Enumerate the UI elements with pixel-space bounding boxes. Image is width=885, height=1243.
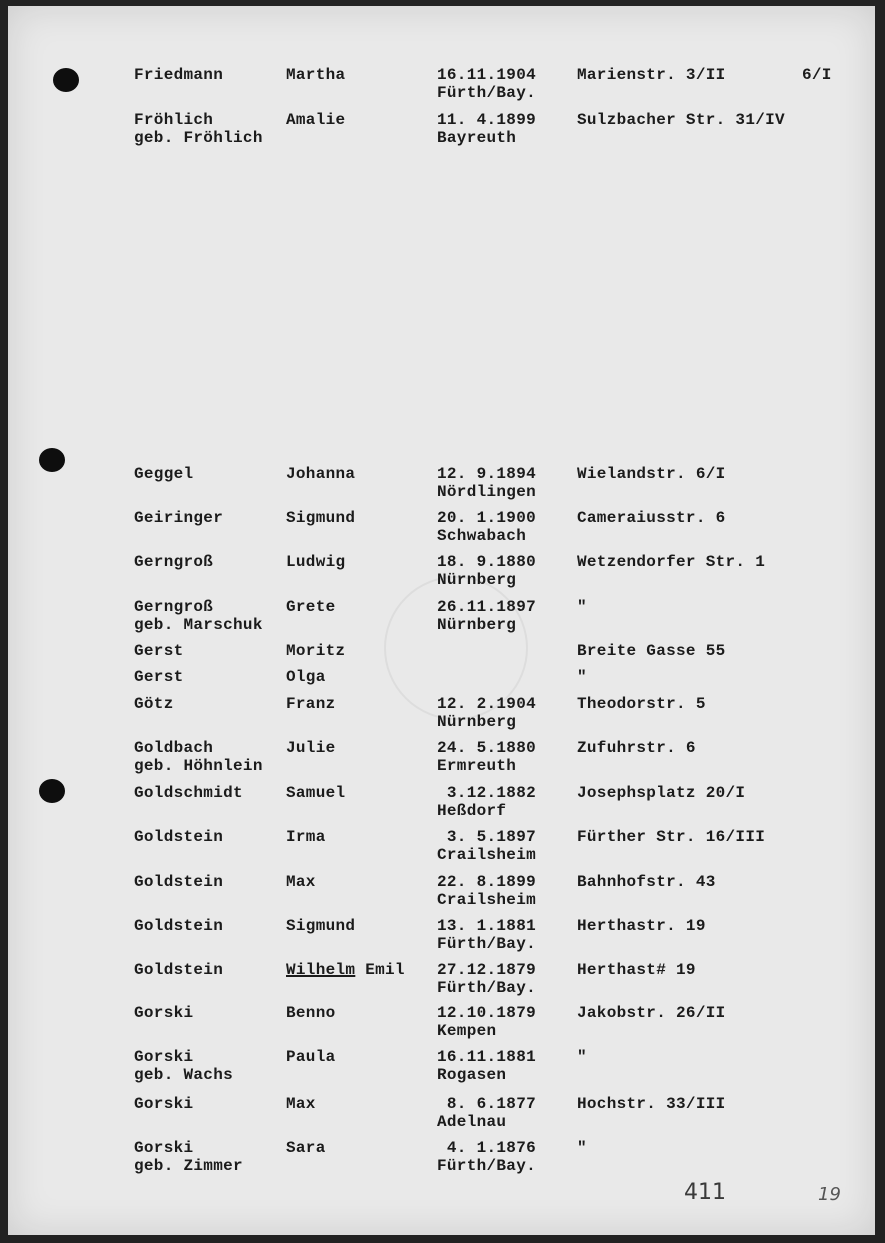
- surname: Geiringer: [134, 509, 224, 527]
- given-name-text: Wilhelm: [286, 961, 356, 979]
- surname: Gorski: [134, 1048, 194, 1066]
- maiden-name: geb. Marschuk: [134, 616, 263, 634]
- given-name-text: Julie: [286, 739, 336, 757]
- given-name-text: Irma: [286, 828, 326, 846]
- birth-place: Fürth/Bay.: [437, 935, 537, 953]
- punch-hole-icon: [53, 68, 79, 92]
- given-name-text: Sara: [286, 1139, 326, 1157]
- birth-date: 22. 8.1899: [437, 873, 537, 891]
- given-name: [286, 873, 316, 891]
- birth-date: 26.11.1897: [437, 598, 537, 616]
- document-page: [8, 6, 875, 1235]
- given-name: [286, 739, 336, 757]
- surname: Goldstein: [134, 961, 224, 979]
- address: ": [577, 1048, 587, 1066]
- given-name: [286, 553, 345, 571]
- surname: Gorski: [134, 1139, 194, 1157]
- surname: Goldbach: [134, 739, 214, 757]
- birth-place: Fürth/Bay.: [437, 1157, 537, 1175]
- given-name-text: Sigmund: [286, 917, 356, 935]
- birth-date: 8. 6.1877: [437, 1095, 537, 1113]
- birth-date: 20. 1.1900: [437, 509, 537, 527]
- given-name: [286, 917, 355, 935]
- punch-hole-icon: [39, 779, 65, 803]
- birth-place: Nürnberg: [437, 571, 517, 589]
- address: Marienstr. 3/II: [577, 66, 726, 84]
- given-name: [286, 1095, 316, 1113]
- address: Zufuhrstr. 6: [577, 739, 696, 757]
- given-name-text: Samuel: [286, 784, 346, 802]
- birth-place: Adelnau: [437, 1113, 507, 1131]
- given-name-text: Ludwig: [286, 553, 346, 571]
- address: Bahnhofstr. 43: [577, 873, 716, 891]
- given-name: [286, 1048, 336, 1066]
- birth-date: 11. 4.1899: [437, 111, 537, 129]
- address: Herthastr. 19: [577, 917, 706, 935]
- surname: Götz: [134, 695, 174, 713]
- given-name-text: Benno: [286, 1004, 336, 1022]
- given-name: [286, 1004, 336, 1022]
- address: Jakobstr. 26/II: [577, 1004, 726, 1022]
- address: Fürther Str. 16/III: [577, 828, 766, 846]
- given-name-text: Olga: [286, 668, 326, 686]
- birth-date: 3.12.1882: [437, 784, 537, 802]
- birth-place: Schwabach: [437, 527, 527, 545]
- given-name: [286, 668, 326, 686]
- second-given-name: Emil: [355, 961, 405, 979]
- surname: Fröhlich: [134, 111, 214, 129]
- given-name: [286, 695, 336, 713]
- address: Sulzbacher Str. 31/IV: [577, 111, 785, 129]
- address: ": [577, 598, 587, 616]
- birth-date: 4. 1.1876: [437, 1139, 537, 1157]
- birth-date: 12.10.1879: [437, 1004, 537, 1022]
- birth-place: Crailsheim: [437, 846, 537, 864]
- given-name: [286, 598, 336, 616]
- given-name: [286, 828, 326, 846]
- surname: Gerst: [134, 668, 184, 686]
- given-name-text: Amalie: [286, 111, 346, 129]
- given-name: [286, 465, 355, 483]
- birth-date: 12. 2.1904: [437, 695, 537, 713]
- given-name: [286, 1139, 326, 1157]
- surname: Goldstein: [134, 828, 224, 846]
- given-name-text: Max: [286, 873, 316, 891]
- birth-place: Fürth/Bay.: [437, 84, 537, 102]
- given-name: [286, 784, 345, 802]
- given-name-text: Johanna: [286, 465, 356, 483]
- maiden-name: geb. Höhnlein: [134, 757, 263, 775]
- birth-place: Bayreuth: [437, 129, 517, 147]
- birth-date: 16.11.1904: [437, 66, 537, 84]
- birth-place: Nürnberg: [437, 616, 517, 634]
- address: Theodorstr. 5: [577, 695, 706, 713]
- address: Breite Gasse 55: [577, 642, 726, 660]
- given-name-text: Martha: [286, 66, 346, 84]
- birth-date: 3. 5.1897: [437, 828, 537, 846]
- birth-date: 16.11.1881: [437, 1048, 537, 1066]
- birth-date: 27.12.1879: [437, 961, 537, 979]
- surname: Goldstein: [134, 873, 224, 891]
- birth-place: Nürnberg: [437, 713, 517, 731]
- address: Josephsplatz 20/I: [577, 784, 746, 802]
- birth-place: Crailsheim: [437, 891, 537, 909]
- birth-date: 18. 9.1880: [437, 553, 537, 571]
- given-name-text: Max: [286, 1095, 316, 1113]
- birth-date: 12. 9.1894: [437, 465, 537, 483]
- given-name: [286, 509, 355, 527]
- handwritten-mark: 19: [818, 1184, 841, 1205]
- given-name: [286, 961, 405, 979]
- note: 6/I: [802, 66, 832, 84]
- birth-place: Heßdorf: [437, 802, 507, 820]
- address: Wielandstr. 6/I: [577, 465, 726, 483]
- birth-place: Rogasen: [437, 1066, 507, 1084]
- given-name-text: Moritz: [286, 642, 346, 660]
- birth-place: Kempen: [437, 1022, 497, 1040]
- maiden-name: geb. Fröhlich: [134, 129, 263, 147]
- given-name: [286, 642, 345, 660]
- address: Herthast# 19: [577, 961, 696, 979]
- punch-hole-icon: [39, 448, 65, 472]
- birth-date: 24. 5.1880: [437, 739, 537, 757]
- birth-date: 13. 1.1881: [437, 917, 537, 935]
- maiden-name: geb. Zimmer: [134, 1157, 243, 1175]
- given-name-text: Franz: [286, 695, 336, 713]
- given-name: [286, 66, 345, 84]
- given-name-text: Paula: [286, 1048, 336, 1066]
- address: ": [577, 1139, 587, 1157]
- birth-place: Ermreuth: [437, 757, 517, 775]
- surname: Gerngroß: [134, 553, 214, 571]
- surname: Gorski: [134, 1095, 194, 1113]
- given-name: [286, 111, 345, 129]
- birth-place: Nördlingen: [437, 483, 537, 501]
- surname: Gerngroß: [134, 598, 214, 616]
- given-name-text: Sigmund: [286, 509, 356, 527]
- surname: Gorski: [134, 1004, 194, 1022]
- surname: Gerst: [134, 642, 184, 660]
- given-name-text: Grete: [286, 598, 336, 616]
- maiden-name: geb. Wachs: [134, 1066, 234, 1084]
- address: Hochstr. 33/III: [577, 1095, 726, 1113]
- surname: Goldstein: [134, 917, 224, 935]
- surname: Friedmann: [134, 66, 224, 84]
- surname: Goldschmidt: [134, 784, 243, 802]
- address: Cameraiusstr. 6: [577, 509, 726, 527]
- folio-number: 411: [684, 1180, 726, 1205]
- address: ": [577, 668, 587, 686]
- address: Wetzendorfer Str. 1: [577, 553, 766, 571]
- surname: Geggel: [134, 465, 194, 483]
- birth-place: Fürth/Bay.: [437, 979, 537, 997]
